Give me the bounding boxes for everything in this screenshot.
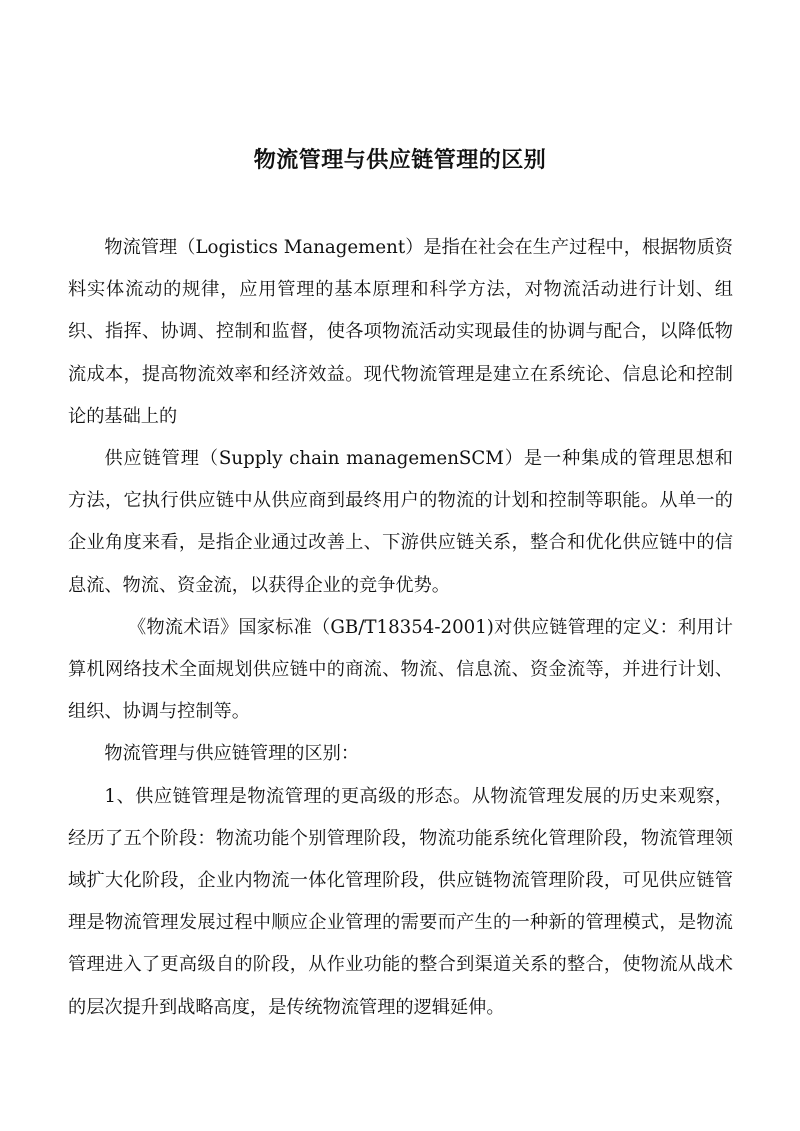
paragraph-supply-chain-management-definition: 供应链管理（Supply chain managemenSCM）是一种集成的管理思想和方法，它执行供应链中从供应商到最终用户的物流的计划和控制等职能。从单一的企业角度来看，是指企业通过改善上、下游供应链关系，整合和优化供应链中的信息流、物流、资金流，以获得企业的竞争优势。	[68, 448, 733, 596]
document-title: 物流管理与供应链管理的区别	[253, 148, 547, 173]
paragraph-difference-point-1: 1、供应链管理是物流管理的更高级的形态。从物流管理发展的历史来观察，经历了五个阶段：物流功能个别管理阶段，物流功能系统化管理阶段，物流管理领域扩大化阶段，企业内物流一体化管理阶段，供应链物流管理阶段，可见供应链管理是物流管理发展过程中顺应企业管理的需要而产生的一种新的管理模式，是物流管理进入了更高级自的阶段，从作业功能的整合到渠道关系的整合，使物流从战术的层次提升到战略高度，是传统物流管理的逻辑延伸。	[68, 785, 733, 1018]
paragraph-national-standard-definition: 《物流术语》国家标准（GB/T18354-2001)对供应链管理的定义：利用计算机网络技术全面规划供应链中的商流、物流、信息流、资金流等，并进行计划、组织、协调与控制等。	[68, 616, 733, 723]
paragraph-logistics-management-definition: 物流管理（Logistics Management）是指在社会在生产过程中，根据物质资料实体流动的规律，应用管理的基本原理和科学方法，对物流活动进行计划、组织、指挥、协调、控制和监督，使各项物流活动实现最佳的协调与配合，以降低物流成本，提高物流效率和经济效益。现代物流管理是建立在系统论、信息论和控制论的基础上的	[68, 237, 733, 427]
paragraph-differences-heading: 物流管理与供应链管理的区别：	[104, 743, 360, 765]
document-body	[68, 227, 733, 1029]
